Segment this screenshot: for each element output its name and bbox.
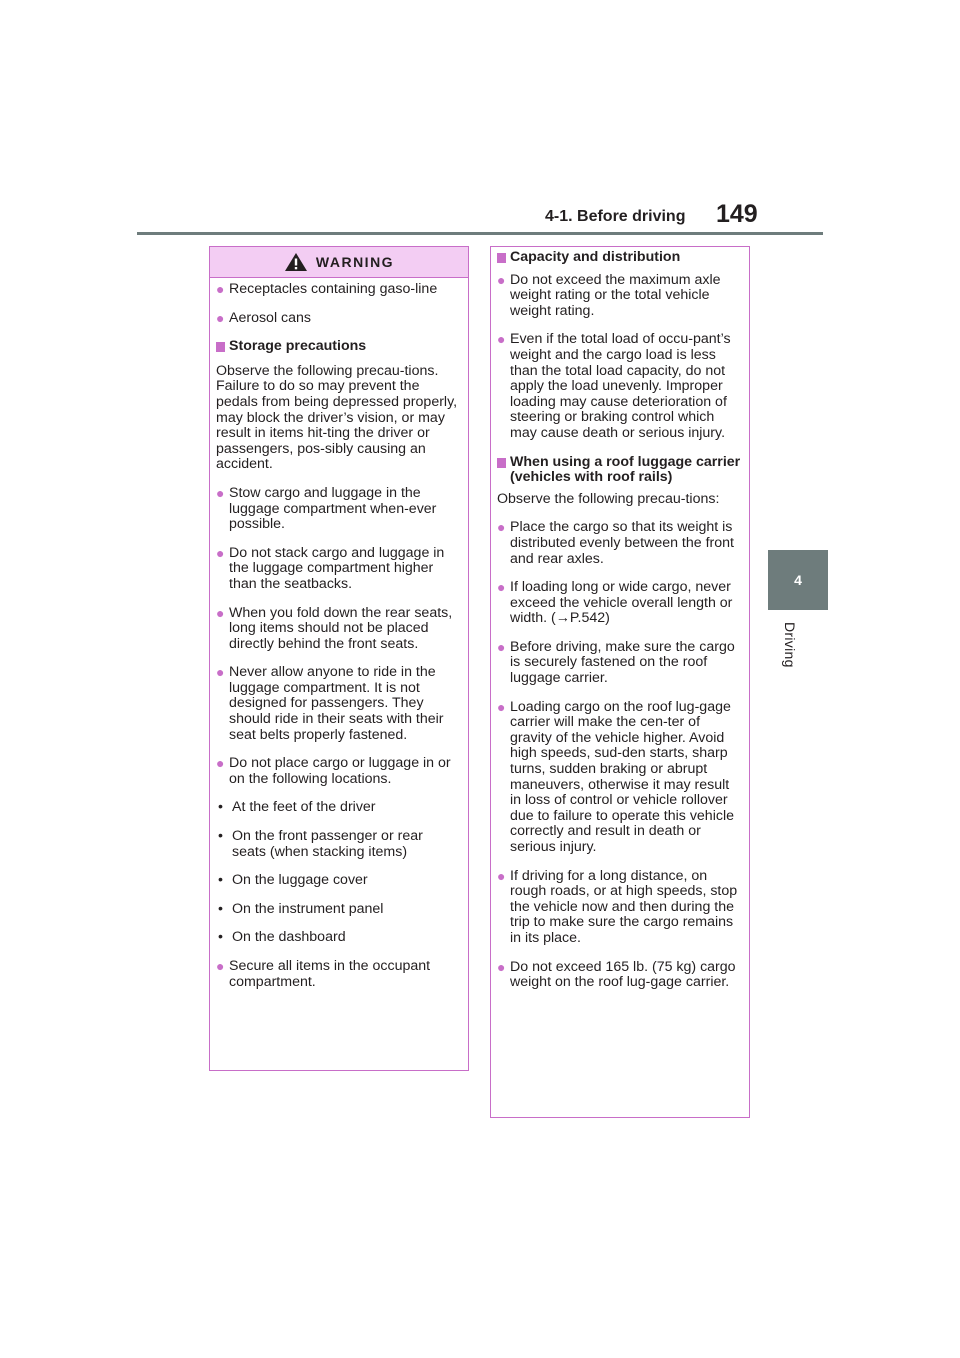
bullet-icon: ●	[216, 544, 225, 561]
chapter-number: 4	[794, 572, 802, 588]
warning-content	[210, 278, 468, 990]
list-item: ● Do not stack cargo and luggage in the luggage compartment higher than the seatbacks.	[216, 544, 445, 592]
bullet-icon: ●	[497, 331, 506, 348]
chapter-name: Driving	[782, 622, 798, 668]
paragraph: Observe the following precau-tions.	[216, 362, 439, 379]
page-number: 149	[716, 200, 758, 228]
bullet-icon: ●	[216, 309, 225, 326]
bullet-icon: ●	[497, 698, 506, 715]
bullet-icon: ●	[497, 519, 506, 536]
list-item: ● Stow cargo and luggage in the luggage compartment when-ever possible.	[216, 484, 437, 533]
bullet-icon: ●	[497, 638, 506, 655]
list-item: ● Loading cargo on the roof lug-gage carrier will make the cen-ter of gravity of the vehicle higher. Avoid high speeds, sud-den starts, sharp turns, sudden braking or abrupt maneuvers, otherwise it may result in loss of control or vehicle rollover due to failure to operate this vehicle correctly and result in death or serious injury.	[497, 698, 734, 855]
bullet-icon: ●	[216, 281, 225, 297]
bullet-icon: ●	[216, 484, 225, 501]
square-bullet-icon	[497, 458, 506, 468]
sub-list-item: • At the feet of the driver	[218, 799, 376, 816]
sub-list-item: • On the instrument panel	[218, 900, 384, 917]
list-item: ● If driving for a long distance, on rough roads, or at high speeds, stop the vehicle now and then during the trip to make sure the cargo remains in its place.	[497, 867, 738, 946]
list-item: ● Aerosol cans	[216, 309, 312, 326]
section-heading: Storage precautions	[216, 339, 460, 357]
bullet-icon: ●	[497, 271, 506, 288]
sub-list-item: • On the dashboard	[218, 929, 346, 946]
section-heading: When using a roof luggage carrier (vehicles with roof rails)	[497, 455, 741, 486]
bullet-icon: ●	[216, 664, 225, 681]
square-bullet-icon	[216, 342, 225, 352]
section-title: 4-1. Before driving	[545, 208, 686, 225]
list-item: ● Do not exceed 165 lb. (75 kg) cargo weight on the roof lug-gage carrier.	[497, 958, 736, 991]
warning-header	[210, 247, 468, 278]
sub-list-item: • On the front passenger or rear seats (when stacking items)	[218, 828, 423, 860]
list-item: ● When you fold down the rear seats, long items should not be placed directly behind the front seats.	[216, 604, 453, 652]
list-item: ● Do not place cargo or luggage in or on the following locations.	[216, 755, 451, 787]
list-item: ● Do not exceed the maximum axle weight rating or the total vehicle weight rating.	[497, 271, 721, 319]
bullet-icon: ●	[216, 604, 225, 621]
header-rule	[137, 232, 823, 235]
list-item: ● Before driving, make sure the cargo is securely fastened on the roof luggage carrier.	[497, 638, 735, 687]
list-item: ● Never allow anyone to ride in the luggage compartment. It is not designed for passengers. They should ride in their seats with their seat belts properly fastened.	[216, 664, 444, 743]
warning-content	[491, 247, 749, 991]
list-item: ● Even if the total load of occu-pant’s weight and the cargo load is less than the total load capacity, do not apply the load unevenly. Improper loading may cause deterioration of steering or braking control which may cause death or serious injury.	[497, 331, 731, 441]
bullet-icon: ●	[497, 579, 506, 596]
bullet-icon: ●	[497, 958, 506, 975]
section-heading: Capacity and distribution	[497, 250, 741, 268]
list-item: ● Place the cargo so that its weight is distributed evenly between the front and rear axles.	[497, 519, 734, 567]
bullet-icon: ●	[497, 867, 506, 884]
list-item: ● Receptacles containing gaso-line	[216, 281, 438, 297]
chapter-tab	[768, 550, 828, 610]
paragraph: Observe the following precau-tions:	[497, 490, 720, 507]
warning-label: WARNING	[315, 254, 395, 270]
list-item: ● If loading long or wide cargo, never exceed the vehicle overall length or width. (→P.542)	[497, 579, 733, 627]
bullet-icon: ●	[216, 755, 225, 772]
paragraph: Failure to do so may prevent the pedals from being depressed properly, may block the driver’s vision, or may result in items hit-ting the driver or passengers, pos-sibly causing an accident.	[216, 378, 458, 473]
warning-box-continued	[490, 246, 750, 1118]
bullet-icon: ●	[216, 958, 225, 974]
sub-list-item: • On the luggage cover	[218, 872, 368, 889]
warning-triangle-icon	[284, 252, 308, 272]
square-bullet-icon	[497, 253, 506, 263]
list-item: ● Secure all items in the occupant compartment.	[216, 958, 431, 990]
warning-box	[209, 246, 469, 1071]
